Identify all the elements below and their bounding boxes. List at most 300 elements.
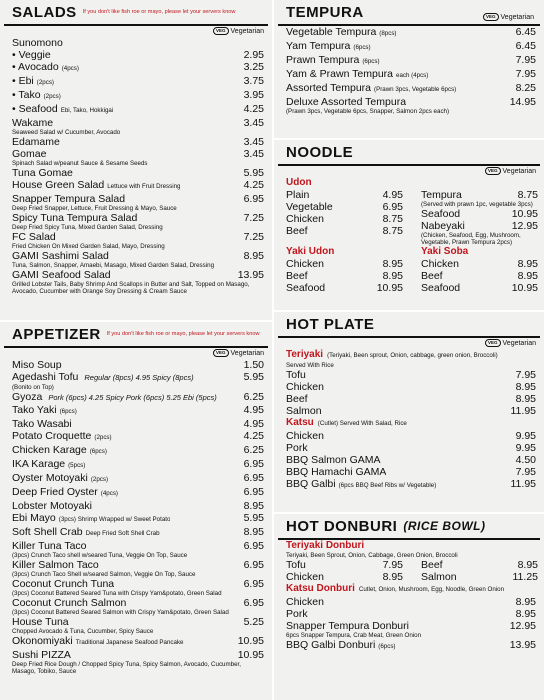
item-name: [12, 37, 63, 49]
section-title: SALADS: [12, 3, 77, 21]
section-title: NOODLE: [286, 143, 354, 161]
item-price: 6.95: [243, 486, 264, 498]
menu-item: [0, 458, 272, 472]
item-price: 7.95: [515, 466, 536, 478]
menu-item: [274, 571, 409, 583]
menu-item: [0, 635, 272, 649]
veg-label: Vegetarian: [230, 349, 264, 357]
item-name-text: • Avocado: [12, 61, 59, 73]
veg-label: Vegetarian: [500, 13, 534, 21]
item-price: 3.45: [243, 117, 264, 129]
menu-item: [0, 418, 272, 430]
menu-item: [274, 96, 544, 108]
item-price: 1.50: [243, 359, 264, 371]
menu-item: [274, 282, 409, 294]
item-name-text: • Veggie: [12, 49, 51, 61]
item-description: Tuna, Salmon, Snapper, Amaebi, Masago, Mixed Garden Salad, Dressing: [12, 262, 215, 269]
item-name: [12, 526, 160, 540]
item-name-text: Seafood: [421, 208, 461, 220]
item-price: 6.25: [243, 391, 264, 403]
menu-item: [0, 148, 272, 160]
section-header: [4, 322, 268, 348]
subsection-description: Served With Rice: [286, 362, 334, 369]
item-name-text: Beef: [421, 270, 443, 282]
item-name-text: Salmon: [286, 405, 322, 417]
vegetarian-legend-row: [274, 338, 544, 349]
item-name-text: Beef: [286, 270, 308, 282]
item-name-text: FC Salad: [12, 231, 56, 243]
item-name: [286, 201, 333, 213]
veg-label: Vegetarian: [230, 27, 264, 35]
item-name-text: Potato Croquette: [12, 430, 92, 442]
item-price: 8.95: [382, 258, 403, 270]
item-name: [12, 179, 180, 193]
item-name: [421, 559, 443, 571]
item-name-text: Assorted Tempura: [286, 82, 372, 94]
item-name: [421, 270, 443, 282]
item-description: Deep Fried Snapper, Lettuce, Fruit Dressing & Mayo, Sauce: [12, 205, 177, 212]
item-name: [286, 369, 306, 381]
item-price: 8.95: [515, 393, 536, 405]
item-name-text: • Tako: [12, 89, 41, 101]
menu-item: [274, 381, 544, 393]
item-name-text: Nabeyaki: [421, 220, 465, 232]
item-note: (Prawn 3pcs, Vegetable 6pcs): [374, 86, 457, 93]
item-name-text: Coconut Crunch Tuna: [12, 578, 115, 590]
menu-item: [274, 68, 544, 82]
item-price: 6.95: [243, 472, 264, 484]
vegetarian-legend: [485, 339, 536, 347]
item-price: 8.95: [517, 270, 538, 282]
menu-item: [0, 49, 272, 61]
menu-item: [0, 540, 272, 552]
subsection-description: Cutlet, Onion, Mushroom, Egg, Noodle, Green Onion: [358, 586, 505, 593]
item-name: [12, 269, 111, 281]
item-name-text: BBQ Salmon GAMA: [286, 454, 381, 466]
item-price: 3.25: [243, 61, 264, 73]
subsection-title: Yaki Udon: [286, 246, 335, 257]
item-price: 6.95: [243, 540, 264, 552]
item-price: 4.25: [243, 179, 264, 191]
menu-item: [274, 213, 409, 225]
item-price: 7.95: [515, 68, 536, 80]
item-description: Grilled Lobster Tails, Baby Shrimp And Scallops in Butter and Salt, Topped on Masago, Avocado, Cucumber with Orange Soy Dressing & Cream Sauce: [12, 281, 250, 295]
item-price: 10.95: [511, 282, 538, 294]
section-header: [4, 0, 268, 26]
subsection-header: [274, 177, 544, 189]
item-description: Seaweed Salad w/ Cucumber, Avocado: [12, 129, 121, 136]
menu-item: [0, 578, 272, 590]
item-name-text: Ebi Mayo: [12, 512, 56, 524]
item-price: 4.95: [382, 189, 403, 201]
menu-item: [274, 405, 544, 417]
item-price: 6.45: [515, 40, 536, 52]
veg-label: Vegetarian: [502, 167, 536, 175]
item-name: [286, 478, 436, 492]
item-description: (3pcs) Crunch Taco Shell w/seared Salmon, Veggie On Top, Sauce: [12, 571, 196, 578]
veg-badge-icon: VEG: [213, 349, 229, 357]
menu-item: [274, 559, 409, 571]
item-name: [286, 393, 308, 405]
item-name: [12, 371, 194, 384]
salads-section: [0, 0, 272, 320]
item-price: 6.95: [243, 458, 264, 470]
subsection-description: Teriyaki, Been Sprout, Onion, Cabbage, Green Onion, Broccoli: [286, 552, 458, 559]
subsection-description: (Teriyaki, Been sprout, Onion, cabbage, green onion, Broccoli): [327, 352, 498, 359]
menu-item: [274, 369, 544, 381]
item-name-text: Oyster Motoyaki: [12, 472, 88, 484]
item-name: [421, 220, 465, 232]
item-price: 4.25: [243, 430, 264, 442]
item-name: [12, 472, 108, 486]
menu-item: [0, 391, 272, 404]
item-name-text: Beef: [421, 559, 443, 571]
item-price: 5.25: [243, 616, 264, 628]
section-header: [278, 140, 540, 166]
item-name-text: Yam & Prawn Tempura: [286, 68, 393, 80]
item-name-text: House Green Salad: [12, 179, 105, 191]
item-name: [12, 117, 53, 129]
item-name-text: GAMI Seafood Salad: [12, 269, 111, 281]
item-price: 7.95: [515, 369, 536, 381]
item-note: (3pcs) Shrimp Wrapped w/ Sweet Potato: [58, 516, 171, 523]
item-note: (8pcs): [379, 30, 397, 37]
menu-item: [0, 500, 272, 512]
menu-item: [0, 212, 272, 224]
item-price: 6.95: [243, 559, 264, 571]
udon-right: [409, 189, 544, 246]
item-price: 8.95: [243, 500, 264, 512]
item-name-text: Chicken: [421, 258, 459, 270]
item-price: 8.95: [382, 571, 403, 583]
item-price: 8.95: [243, 526, 264, 538]
subsection-header: [274, 349, 544, 362]
item-name-text: Plain: [286, 189, 310, 201]
appetizer-section: [0, 322, 272, 700]
veg-label: Vegetarian: [502, 339, 536, 347]
item-name-text: Vegetable Tempura: [286, 26, 377, 38]
item-price: 10.95: [237, 635, 264, 647]
item-name: [12, 597, 126, 609]
item-name-text: Prawn Tempura: [286, 54, 360, 66]
item-name-text: Chicken: [286, 596, 324, 608]
menu-item: [274, 82, 544, 96]
vegetarian-legend: [483, 13, 534, 21]
item-name-text: Tako Yaki: [12, 404, 57, 416]
item-name-text: Edamame: [12, 136, 60, 148]
section-title: APPETIZER: [12, 325, 101, 343]
subsection-header: [274, 246, 409, 258]
item-description: Spinach Salad w/peanut Sauce & Sesame Seeds: [12, 160, 148, 167]
item-description: (3pcs) Coconut Battered Seared Tuna with Crispy Yam&potato, Green Salad: [12, 590, 222, 597]
yaki-grid: [274, 246, 544, 294]
item-price: 10.95: [511, 208, 538, 220]
item-name: [286, 258, 324, 270]
item-name-text: Coconut Crunch Salmon: [12, 597, 127, 609]
menu-item: [274, 40, 544, 54]
item-name-text: Gyoza: [12, 391, 43, 403]
item-name-text: Tuna Gomae: [12, 167, 73, 179]
menu-item: [409, 571, 544, 583]
hotplate-section: [274, 312, 544, 512]
menu-item: [409, 559, 544, 571]
item-description: Fried Chicken On Mixed Garden Salad, Mayo, Dressing: [12, 243, 165, 250]
item-price: 5.95: [243, 512, 264, 524]
item-price: 9.95: [515, 442, 536, 454]
item-price: 8.95: [243, 250, 264, 262]
menu-item: [0, 250, 272, 262]
menu-item: [0, 512, 272, 526]
item-name: [12, 391, 217, 404]
subsection-title: Teriyaki: [286, 349, 324, 360]
section-title: TEMPURA: [286, 3, 364, 21]
item-name: [286, 96, 406, 108]
item-name-text: Miso Soup: [12, 359, 62, 371]
item-name: [421, 189, 462, 201]
menu-item: [0, 231, 272, 243]
item-name-text: BBQ Hamachi GAMA: [286, 466, 387, 478]
item-name-text: IKA Karage: [12, 458, 66, 470]
item-note: Ebi, Tako, Hokkigai: [60, 107, 114, 114]
section-title: HOT DONBURI: [286, 517, 398, 535]
veg-badge-icon: VEG: [485, 167, 501, 175]
item-name-text: BBQ Galbi: [286, 478, 336, 490]
item-name-text: Tempura: [421, 189, 462, 201]
item-name: [12, 61, 79, 75]
item-name: [12, 250, 109, 262]
menu-item: [0, 117, 272, 129]
item-price: 6.25: [243, 444, 264, 456]
menu-item: [0, 371, 272, 384]
menu-item: [0, 444, 272, 458]
item-description: (3pcs) Coconut Battered Seared Salmon with Crispy Yam&potato, Green Salad: [12, 609, 229, 616]
item-name-text: Okonomiyaki: [12, 635, 73, 647]
menu-item: [274, 189, 409, 201]
item-price: 2.95: [243, 49, 264, 61]
item-price: 5.95: [243, 167, 264, 179]
item-name-text: Tofu: [286, 559, 306, 571]
item-name-text: Seafood: [286, 282, 326, 294]
item-description: 6pcs Snapper Tempura, Crab Meat, Green Onion: [286, 632, 422, 639]
item-name: [286, 430, 324, 442]
item-name: [12, 616, 69, 628]
item-note: (6pcs): [378, 643, 396, 650]
item-name-text: Chicken: [286, 571, 324, 583]
subsection-header: [409, 246, 544, 258]
item-name-text: Beef: [286, 225, 308, 237]
item-price: 6.95: [243, 193, 264, 205]
item-name: [286, 596, 324, 608]
item-name: [12, 458, 85, 472]
item-price: 8.95: [517, 559, 538, 571]
menu-item: [274, 442, 544, 454]
item-name-text: Chicken: [286, 430, 324, 442]
item-price: 9.95: [515, 430, 536, 442]
item-name-text: Chicken: [286, 258, 324, 270]
item-name-text: Wakame: [12, 117, 54, 129]
item-name: [12, 430, 112, 444]
item-name: [286, 40, 371, 54]
tempura-section: [274, 0, 544, 138]
menu-item: [0, 269, 272, 281]
item-price: 8.75: [382, 225, 403, 237]
donburi-left: [274, 559, 409, 583]
item-price: 4.50: [515, 454, 536, 466]
menu-item: [274, 430, 544, 442]
menu-item: [0, 167, 272, 179]
subsection-title: Katsu Donburi: [286, 583, 355, 594]
item-name: [12, 193, 125, 205]
item-name: [421, 258, 459, 270]
menu-item: [274, 478, 544, 492]
item-price: 8.95: [515, 596, 536, 608]
item-name: [12, 359, 62, 371]
item-price: 3.75: [243, 75, 264, 87]
item-price: 7.95: [515, 54, 536, 66]
item-name: [12, 75, 54, 89]
item-description: Deep Fried Rice Dough / Chopped Spicy Tuna, Spicy Salmon, Avocado, Cucumber, Masago, Tobiko, Sauce: [12, 661, 241, 675]
item-name: [286, 82, 456, 96]
item-name-text: Seafood: [421, 282, 461, 294]
menu-item: [0, 430, 272, 444]
yaki-udon: [274, 246, 409, 294]
menu-item: [0, 103, 272, 117]
item-name-text: Gomae: [12, 148, 47, 160]
item-name-text: Sunomono: [12, 37, 63, 49]
item-name: [12, 404, 77, 418]
subsection-title: Yaki Soba: [421, 246, 469, 257]
item-name-text: BBQ Galbi Donburi: [286, 639, 376, 651]
item-note: (2pcs): [90, 476, 109, 483]
menu-item: [274, 26, 544, 40]
item-name-text: House Tuna: [12, 616, 69, 628]
item-name: [286, 466, 386, 478]
item-description: Deep Fried Spicy Tuna, Mixed Garden Salad, Dressing: [12, 224, 163, 231]
menu-item: [409, 258, 544, 270]
item-name-text: GAMI Sashimi Salad: [12, 250, 109, 262]
item-note: (6pcs): [353, 44, 371, 51]
menu-item: [274, 454, 544, 466]
menu-item: [274, 201, 409, 213]
menu-item: [409, 220, 544, 232]
udon-left: [274, 189, 409, 246]
item-name-text: Agedashi Tofu: [12, 371, 79, 383]
menu-item: [0, 526, 272, 540]
item-note: (5pcs): [68, 462, 86, 469]
subsection-header: [274, 540, 544, 552]
item-price: 3.45: [243, 136, 264, 148]
menu-item: [0, 359, 272, 371]
item-name: [12, 418, 72, 430]
menu-item: [409, 270, 544, 282]
item-name-text: Tofu: [286, 369, 306, 381]
item-note: Deep Fried Soft Shell Crab: [85, 530, 160, 537]
menu-item: [274, 225, 409, 237]
item-name-text: Lobster Motoyaki: [12, 500, 92, 512]
item-name-text: Chicken: [286, 213, 324, 225]
item-note: (4pcs): [61, 65, 79, 72]
item-price: 10.95: [237, 649, 264, 661]
item-name: [286, 608, 308, 620]
item-name: [286, 381, 324, 393]
item-name-text: Salmon: [421, 571, 457, 583]
item-name: [286, 442, 308, 454]
menu-item: [0, 616, 272, 628]
menu-item: [0, 136, 272, 148]
udon-grid: [274, 189, 544, 246]
item-name: [286, 54, 380, 68]
section-header: [278, 514, 540, 540]
item-description: (Bonito on Top): [12, 384, 54, 391]
subsection-title: Udon: [286, 177, 312, 188]
vegetarian-legend: [213, 349, 264, 357]
item-price: 11.95: [510, 405, 536, 417]
item-price: 13.95: [509, 639, 536, 651]
item-name: [12, 148, 46, 160]
item-price: 7.25: [243, 212, 264, 224]
menu-item: [274, 258, 409, 270]
item-name: [12, 578, 114, 590]
menu-item: [274, 608, 544, 620]
item-name: [286, 282, 325, 294]
item-price: 14.95: [509, 96, 536, 108]
item-name: [421, 282, 460, 294]
menu-item: [0, 649, 272, 661]
item-note: (6pcs): [59, 408, 77, 415]
menu-item: [274, 54, 544, 68]
item-name: [12, 500, 92, 512]
donburi-grid: [274, 559, 544, 583]
item-description: (Prawn 3pcs, Vegetable 6pcs, Snapper, Salmon 2pcs each): [286, 108, 450, 115]
item-note: each (4pcs): [396, 72, 429, 79]
item-name: [286, 270, 308, 282]
item-price: 8.75: [517, 189, 538, 201]
item-note: (4pcs): [100, 490, 118, 497]
item-name-text: Pork: [286, 442, 308, 454]
item-name: [12, 512, 170, 526]
veg-badge-icon: VEG: [485, 339, 501, 347]
item-options: Pork (6pcs) 4.25 Spicy Pork (6pcs) 5.25 Ebi (5pcs): [48, 393, 217, 402]
item-name-text: Killer Salmon Taco: [12, 559, 99, 571]
vegetarian-legend-row: [0, 26, 272, 37]
menu-item: [274, 639, 544, 653]
item-price: 6.95: [382, 201, 403, 213]
section-note: If you don't like fish roe or mayo, please let your servers know: [82, 9, 236, 15]
menu-item: [409, 208, 544, 220]
item-price: 12.95: [511, 220, 538, 232]
donburi-section: [274, 514, 544, 700]
item-options: Regular (8pcs) 4.95 Spicy (8pcs): [84, 373, 194, 382]
menu-item: [0, 61, 272, 75]
menu-item: [274, 270, 409, 282]
veg-badge-icon: VEG: [213, 27, 229, 35]
item-name: [12, 212, 137, 224]
subsection-header: [274, 583, 544, 596]
item-name-text: Chicken: [286, 381, 324, 393]
item-price: 10.95: [376, 282, 403, 294]
menu-item: [0, 472, 272, 486]
menu-item: [0, 75, 272, 89]
item-name: [12, 89, 61, 103]
item-note: (6pcs): [89, 448, 107, 455]
vegetarian-legend: [213, 27, 264, 35]
vegetarian-legend-row: [274, 166, 544, 177]
item-name: [286, 454, 381, 466]
menu-item: [0, 486, 272, 500]
item-description: (3pcs) Crunch Taco shell w/seared Tuna, Veggie On Top, Sauce: [12, 552, 188, 559]
menu-item: [409, 282, 544, 294]
subsection-header: [274, 417, 544, 430]
